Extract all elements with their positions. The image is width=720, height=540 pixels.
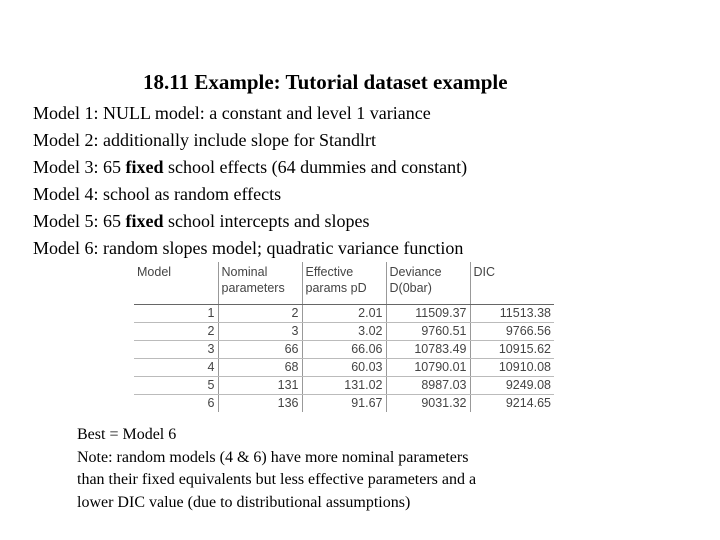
table-row: [134, 359, 554, 377]
header-line: D(0bar): [389, 281, 432, 295]
model-description: [33, 235, 467, 262]
table-cell: 10783.49: [386, 341, 470, 359]
model-text: Model 2: additionally include slope for Standlrt: [33, 130, 376, 150]
table-cell: 2: [218, 305, 302, 323]
slide-title: 18.11 Example: Tutorial dataset example: [143, 70, 508, 94]
column-header: [218, 262, 302, 305]
results-table-image: [134, 262, 554, 414]
note-line: Note: random models (4 & 6) have more nominal parameters: [77, 448, 469, 466]
table-cell: 131: [218, 377, 302, 395]
table-cell: 5: [134, 377, 218, 395]
table-cell: 4: [134, 359, 218, 377]
header-line: DIC: [473, 265, 496, 279]
model-text-emphasis: fixed: [125, 157, 164, 177]
table-cell: 66: [218, 341, 302, 359]
header-line: Model: [137, 265, 172, 279]
model-description: [33, 100, 467, 127]
model-text: Model 1: NULL model: a constant and level 1 variance: [33, 103, 431, 123]
model-description: [33, 208, 467, 235]
table-cell: 3.02: [302, 323, 386, 341]
model-text: Model 5: 65: [33, 211, 126, 231]
model-description: [33, 127, 467, 154]
table-cell: 136: [218, 395, 302, 413]
table-cell: 68: [218, 359, 302, 377]
model-text: Model 6: random slopes model; quadratic variance function: [33, 238, 464, 258]
column-header: [470, 262, 554, 305]
table-cell: 10915.62: [470, 341, 554, 359]
model-list: [33, 100, 467, 262]
table-row: [134, 395, 554, 413]
table-cell: 9760.51: [386, 323, 470, 341]
table-cell: 6: [207, 396, 215, 410]
column-header: [302, 262, 386, 305]
table-cell: 2: [134, 323, 218, 341]
header-line: parameters: [221, 281, 285, 295]
table-cell: 8987.03: [386, 377, 470, 395]
header-line: Nominal: [221, 265, 268, 279]
table-cell: 10790.01: [386, 359, 470, 377]
model-text: Model 3: 65: [33, 157, 126, 177]
table-cell: 2.01: [302, 305, 386, 323]
table-cell: 9031.32: [386, 395, 470, 413]
table-cell: 9214.65: [470, 395, 554, 413]
table-row: [134, 377, 554, 395]
table-cell: 3: [218, 323, 302, 341]
best-model-note: Best = Model 6: [77, 426, 177, 443]
table-cell: 9249.08: [470, 377, 554, 395]
table-cell: 9766.56: [470, 323, 554, 341]
table-cell: 131.02: [302, 377, 386, 395]
notes-block: [77, 424, 547, 514]
note-line: lower DIC value (due to distributional assumptions): [77, 493, 411, 511]
table-cell: 11509.37: [386, 305, 470, 323]
table-row: [134, 341, 554, 359]
column-header: [386, 262, 470, 305]
results-table: [134, 262, 554, 412]
model-text: school effects (64 dummies and constant): [163, 157, 468, 177]
header-line: Deviance: [389, 265, 442, 279]
table-cell: 91.67: [302, 395, 386, 413]
table-cell: 3: [134, 341, 218, 359]
model-text: Model 4: school as random effects: [33, 184, 282, 204]
column-header: [134, 262, 218, 305]
header-line: Effective: [305, 265, 354, 279]
table-cell: 10910.08: [470, 359, 554, 377]
note-line: than their fixed equivalents but less effective parameters and a: [77, 471, 477, 488]
table-cell: 60.03: [302, 359, 386, 377]
model-description: [33, 181, 467, 208]
table-cell: 66.06: [302, 341, 386, 359]
model-text: school intercepts and slopes: [163, 211, 370, 231]
table-row: [134, 323, 554, 341]
table-header-row: [134, 262, 554, 305]
table-cell: 11513.38: [470, 305, 554, 323]
table-row: [134, 305, 554, 323]
header-line: params pD: [305, 281, 367, 295]
model-description: [33, 154, 467, 181]
model-text-emphasis: fixed: [125, 211, 164, 231]
table-cell: 1: [134, 305, 218, 323]
